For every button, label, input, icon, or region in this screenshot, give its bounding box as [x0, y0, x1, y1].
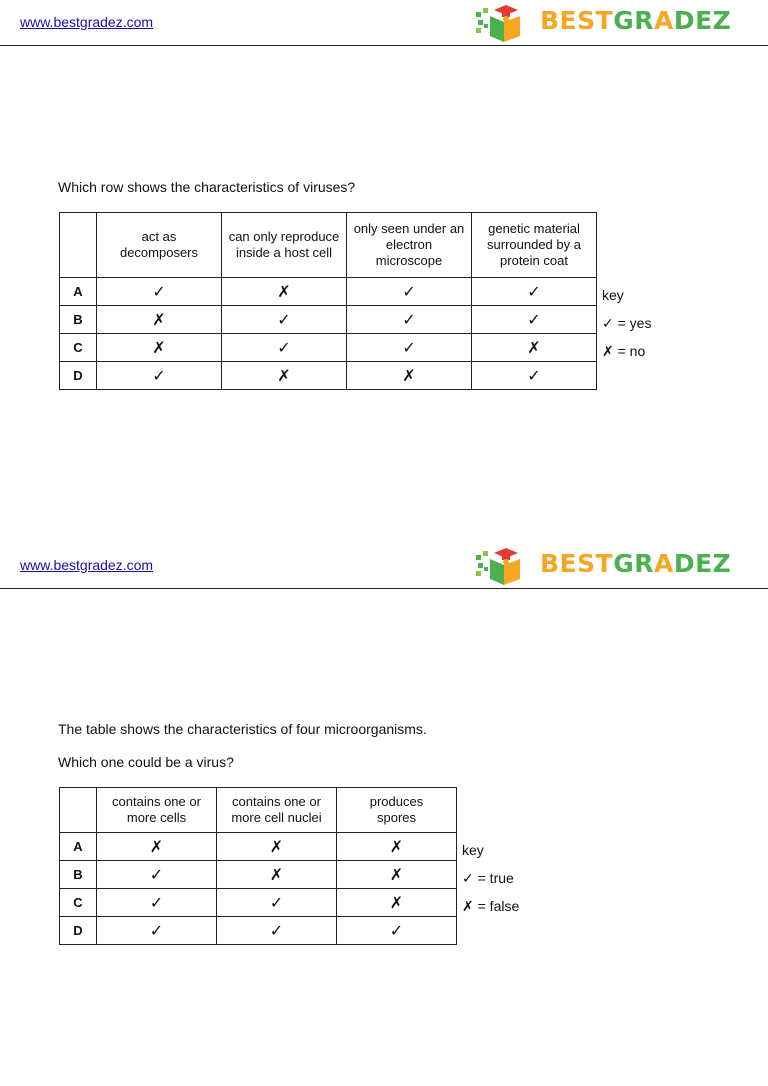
table-cell: ✓ [97, 861, 217, 889]
table-header-cell: only seen under an electron microscope [347, 213, 472, 278]
table-header-cell: produces spores [337, 788, 457, 833]
table-header-row [60, 213, 597, 278]
virus-characteristics-table [59, 212, 597, 390]
row-letter: C [60, 334, 97, 362]
table-cell: ✗ [347, 362, 472, 390]
page-2 [0, 543, 768, 1086]
site-url-link[interactable]: www.bestgradez.com [20, 14, 154, 30]
table-row [60, 889, 457, 917]
table-cell: ✓ [222, 334, 347, 362]
brand-logo [474, 545, 754, 587]
key-false: ✗ = false [462, 898, 520, 914]
table-cell: ✓ [217, 889, 337, 917]
row-letter: C [60, 889, 97, 917]
graduation-cap-book-icon [474, 2, 536, 44]
row-letter: A [60, 833, 97, 861]
question-text: Which one could be a virus? [58, 754, 234, 770]
intro-text: The table shows the characteristics of four microorganisms. [58, 721, 427, 737]
table-header-cell [60, 213, 97, 278]
table-row [60, 833, 457, 861]
table-cell: ✗ [97, 833, 217, 861]
row-letter: D [60, 362, 97, 390]
header-divider [0, 45, 768, 46]
table-header-cell [60, 788, 97, 833]
key-true: ✓ = true [462, 870, 514, 886]
table-cell: ✓ [97, 889, 217, 917]
table-cell: ✗ [217, 833, 337, 861]
table-cell: ✓ [337, 917, 457, 945]
table-row [60, 306, 597, 334]
key-title: key [602, 287, 624, 303]
table-cell: ✗ [472, 334, 597, 362]
table-row [60, 362, 597, 390]
table-cell: ✓ [217, 917, 337, 945]
table-cell: ✗ [337, 889, 457, 917]
table-header-cell: contains one or more cell nuclei [217, 788, 337, 833]
brand-logo [474, 2, 754, 44]
table-header-cell: can only reproduce inside a host cell [222, 213, 347, 278]
header-divider [0, 588, 768, 589]
brand-wordmark: BESTGRADEZ [540, 6, 732, 35]
table-cell: ✓ [97, 362, 222, 390]
table-row [60, 861, 457, 889]
table-cell: ✗ [337, 861, 457, 889]
table-cell: ✓ [347, 334, 472, 362]
table-cell: ✓ [347, 306, 472, 334]
row-letter: B [60, 861, 97, 889]
key-yes: ✓ = yes [602, 315, 652, 331]
table-cell: ✓ [347, 278, 472, 306]
row-letter: D [60, 917, 97, 945]
table-cell: ✗ [222, 362, 347, 390]
table-cell: ✓ [97, 278, 222, 306]
table-cell: ✗ [217, 861, 337, 889]
site-url-link[interactable]: www.bestgradez.com [20, 557, 154, 573]
table-row [60, 278, 597, 306]
table-cell: ✗ [337, 833, 457, 861]
brand-wordmark: BESTGRADEZ [540, 549, 732, 578]
table-cell: ✓ [472, 306, 597, 334]
table-row [60, 334, 597, 362]
row-letter: A [60, 278, 97, 306]
graduation-cap-book-icon [474, 545, 536, 587]
table-header-cell: contains one or more cells [97, 788, 217, 833]
answer-key [602, 281, 651, 365]
row-letter: B [60, 306, 97, 334]
question-text: Which row shows the characteristics of viruses? [58, 179, 356, 195]
key-no: ✗ = no [602, 343, 646, 359]
table-row [60, 917, 457, 945]
table-cell: ✓ [97, 917, 217, 945]
key-title: key [462, 842, 484, 858]
table-header-cell: genetic material surrounded by a protein coat [472, 213, 597, 278]
table-cell: ✓ [472, 362, 597, 390]
answer-key [462, 836, 519, 920]
table-header-row [60, 788, 457, 833]
table-header-cell: act as decomposers [97, 213, 222, 278]
table-cell: ✗ [97, 334, 222, 362]
table-cell: ✓ [472, 278, 597, 306]
table-cell: ✗ [97, 306, 222, 334]
table-cell: ✓ [222, 306, 347, 334]
table-cell: ✗ [222, 278, 347, 306]
microorganism-table [59, 787, 457, 945]
